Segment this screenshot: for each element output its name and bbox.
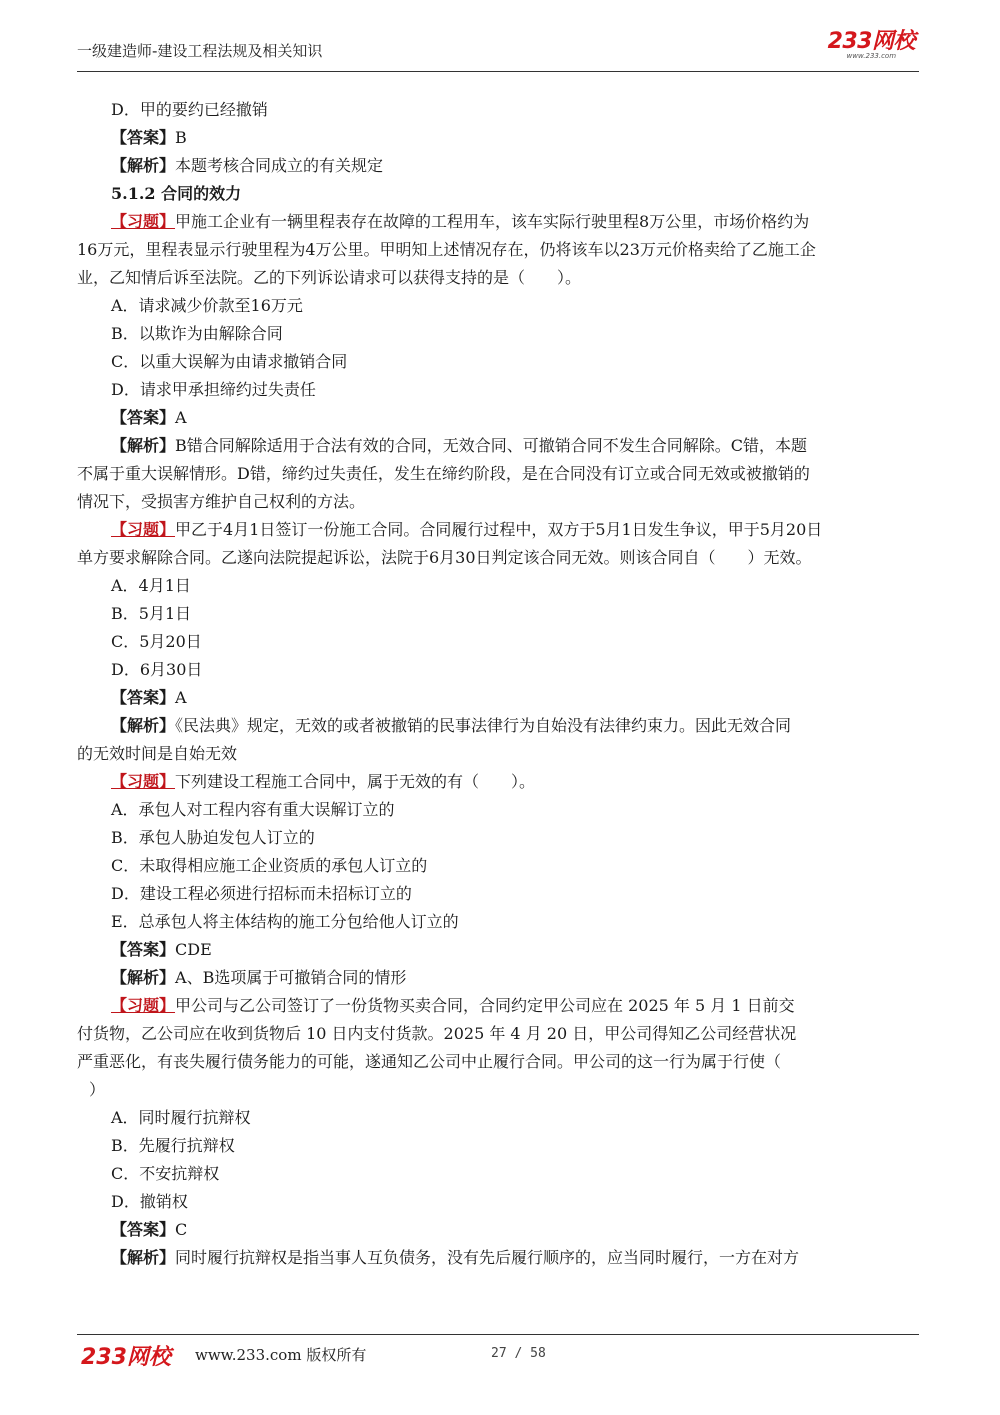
question-text: 甲施工企业有一辆里程表存在故障的工程用车，该车实际行驶里程8万公里，市场价格约为 — [175, 212, 810, 231]
answer-line — [77, 936, 925, 964]
answer-line — [77, 1216, 925, 1244]
brand-logo — [828, 30, 915, 60]
option-d: D．建设工程必须进行招标而未招标订立的 — [111, 884, 412, 903]
header-divider — [77, 71, 919, 72]
question-text: 甲公司与乙公司签订了一份货物买卖合同，合同约定甲公司应在 2025 年 5 月 1 日前交 — [175, 996, 795, 1015]
question-tag: 【习题】 — [111, 212, 176, 231]
answer-tag: 【答案】 — [111, 940, 176, 959]
question-text: 甲乙于4月1日签订一份施工合同。合同履行过程中，双方于5月1日发生争议，甲于5月20日 — [175, 520, 823, 539]
question-tag: 【习题】 — [111, 996, 176, 1015]
footer-copyright: www.233.com 版权所有 — [195, 1346, 367, 1364]
question-line: 16万元，里程表显示行驶里程为4万公里。甲明知上述情况存在，仍将该车以23万元价格卖给了乙施工企 — [77, 240, 816, 259]
logo-text: 233网校 — [827, 29, 915, 54]
question-line: ） — [89, 1080, 106, 1099]
answer-tag: 【答案】 — [111, 688, 176, 707]
answer-value: A — [175, 688, 187, 707]
explanation-text: 《民法典》规定，无效的或者被撤销的民事法律行为自始没有法律约束力。因此无效合同 — [175, 716, 792, 735]
option-c: C．不安抗辩权 — [111, 1164, 220, 1183]
answer-value: CDE — [175, 940, 212, 959]
option-b: B．5月1日 — [111, 604, 192, 623]
option-b: B．承包人胁迫发包人订立的 — [111, 828, 315, 847]
question-line — [77, 208, 925, 236]
explanation-text: B错合同解除适用于合法有效的合同，无效合同、可撤销合同不发生合同解除。C错，本题 — [175, 436, 808, 455]
logo-url: www.233.com — [846, 52, 897, 60]
option-line: D．甲的要约已经撤销 — [111, 100, 268, 119]
document-title: 一级建造师-建设工程法规及相关知识 — [77, 42, 323, 60]
page-footer — [77, 1334, 919, 1374]
page-number: 27 / 58 — [491, 1346, 546, 1361]
question-line: 业，乙知情后诉至法院。乙的下列诉讼请求可以获得支持的是（ ）。 — [77, 268, 582, 287]
answer-value: A — [175, 408, 187, 427]
answer-tag: 【答案】 — [111, 408, 176, 427]
answer-line — [77, 124, 925, 152]
option-d: D．请求甲承担缔约过失责任 — [111, 380, 316, 399]
explanation-tag: 【解析】 — [111, 156, 176, 175]
option-d: D．6月30日 — [111, 660, 203, 679]
option-c: C．未取得相应施工企业资质的承包人订立的 — [111, 856, 428, 875]
question-line: 付货物，乙公司应在收到货物后 10 日内支付货款。2025 年 4 月 20 日，甲公司得知乙公司经营状况 — [77, 1024, 797, 1043]
section-heading: 5.1.2 合同的效力 — [111, 184, 242, 203]
explanation-line: 情况下，受损害方维护自己权利的方法。 — [77, 492, 366, 511]
question-text: 下列建设工程施工合同中，属于无效的有（ ）。 — [175, 772, 536, 791]
explanation-tag: 【解析】 — [111, 1248, 176, 1267]
question-line: 严重恶化，有丧失履行债务能力的可能，遂通知乙公司中止履行合同。甲公司的这一行为属于行使（ — [77, 1052, 782, 1071]
explanation-line — [77, 964, 925, 992]
page-content — [77, 96, 925, 1272]
question-line — [77, 768, 925, 796]
option-a: A．承包人对工程内容有重大误解订立的 — [111, 800, 395, 819]
explanation-line — [77, 1244, 925, 1272]
answer-line — [77, 404, 925, 432]
option-b: B．先履行抗辩权 — [111, 1136, 235, 1155]
answer-line — [77, 684, 925, 712]
question-line: 单方要求解除合同。乙遂向法院提起诉讼，法院于6月30日判定该合同无效。则该合同自（ ）无效。 — [77, 548, 812, 567]
explanation-line — [77, 432, 925, 460]
option-b: B．以欺诈为由解除合同 — [111, 324, 283, 343]
explanation-line: 的无效时间是自始无效 — [77, 744, 238, 763]
answer-tag: 【答案】 — [111, 128, 176, 147]
question-tag: 【习题】 — [111, 772, 176, 791]
footer-divider — [77, 1334, 919, 1335]
page-header — [77, 29, 919, 72]
explanation-tag: 【解析】 — [111, 436, 176, 455]
option-a: A．请求减少价款至16万元 — [111, 296, 303, 315]
explanation-line: 不属于重大误解情形。D错，缔约过失责任，发生在缔约阶段，是在合同没有订立或合同无效或被撤销的 — [77, 464, 810, 483]
option-d: D．撤销权 — [111, 1192, 188, 1211]
option-e: E．总承包人将主体结构的施工分包给他人订立的 — [111, 912, 459, 931]
question-line — [77, 992, 925, 1020]
explanation-line — [77, 152, 925, 180]
explanation-line — [77, 712, 925, 740]
option-a: A．同时履行抗辩权 — [111, 1108, 251, 1127]
answer-value: C — [175, 1220, 188, 1239]
answer-value: B — [175, 128, 187, 147]
question-line — [77, 516, 925, 544]
answer-tag: 【答案】 — [111, 1220, 176, 1239]
option-a: A．4月1日 — [111, 576, 191, 595]
explanation-text: 本题考核合同成立的有关规定 — [175, 156, 384, 175]
explanation-text: A、B选项属于可撤销合同的情形 — [175, 968, 407, 987]
option-c: C．5月20日 — [111, 632, 202, 651]
explanation-tag: 【解析】 — [111, 968, 176, 987]
explanation-tag: 【解析】 — [111, 716, 176, 735]
option-c: C．以重大误解为由请求撤销合同 — [111, 352, 348, 371]
question-tag: 【习题】 — [111, 520, 176, 539]
footer-logo: 233网校 — [81, 1345, 171, 1370]
explanation-text: 同时履行抗辩权是指当事人互负债务，没有先后履行顺序的，应当同时履行，一方在对方 — [175, 1248, 800, 1267]
